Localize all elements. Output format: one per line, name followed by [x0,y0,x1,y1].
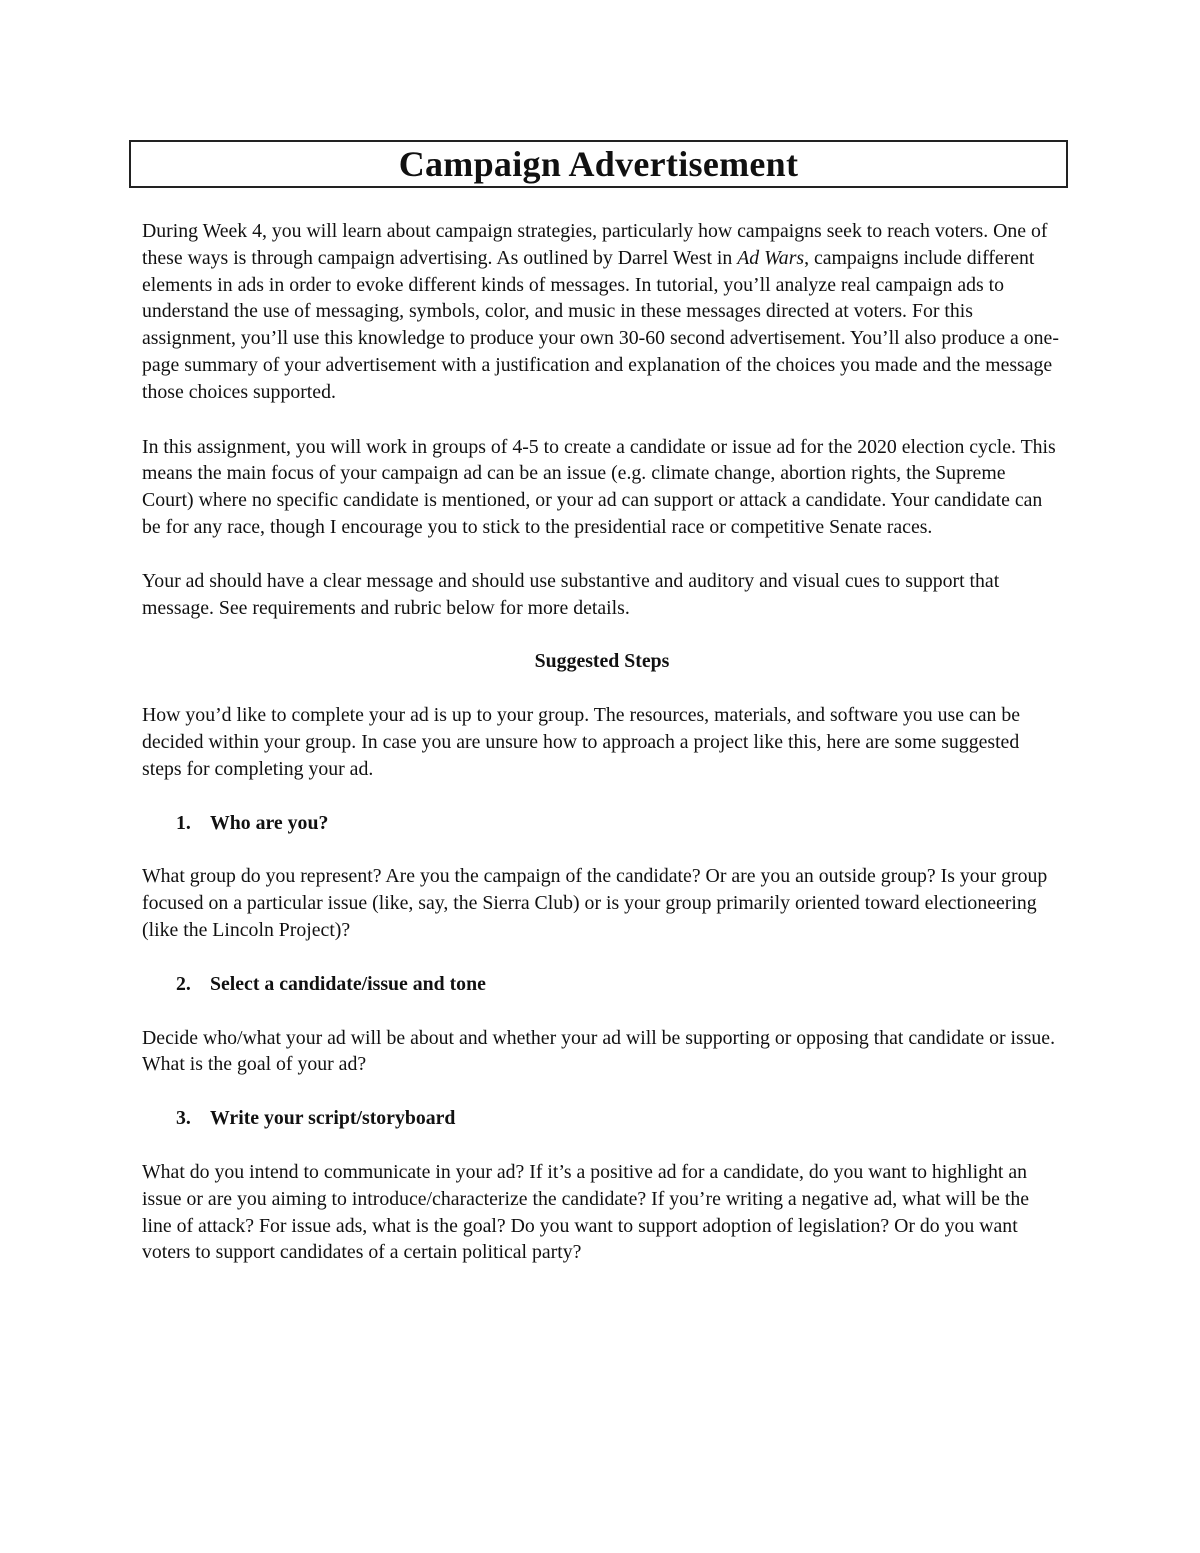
step-body: Decide who/what your ad will be about and whether your ad will be supporting or opposing that candidate or issue. What is the goal of your ad? [142,1026,1056,1076]
title-box [129,140,1068,188]
document-body [142,218,1062,1293]
step-body: What group do you represent? Are you the campaign of the candidate? Or are you an outside group? Is your group focused on a particular issue (like, say, the Sierra Club) or is your group primarily oriented toward electioneering (like the Lincoln Project)? [142,865,1048,941]
intro-paragraph [142,218,1062,406]
step-heading [142,1105,1062,1132]
book-title: Ad Wars [737,246,805,269]
assignment-paragraph: In this assignment, you will work in groups of 4-5 to create a candidate or issue ad for the 2020 election cycle. This means the main focus of your campaign ad can be an issue (e.g. climate change, abortion rights, the Supreme Court) where no specific candidate is mentioned, or your ad can support or attack a candidate. Your candidate can be for any race, though I encourage you to stick to the presidential race or competitive Senate races. [142,435,1056,538]
step-number: 3. [176,1107,191,1130]
intro-text-start: During Week 4, you will learn about campaign strategies, particularly how campaigns seek to reach voters. One of these ways is through campaign advertising. As outlined by Darrel West in [142,220,1048,269]
step-title: Who are you? [210,811,329,834]
step-body: What do you intend to communicate in your ad? If it’s a positive ad for a candidate, do you want to highlight an issue or are you aiming to introduce/characterize the candidate? If you’re writing a negative ad, what will be the line of attack? For issue ads, what is the goal? Do you want to support adoption of legislation? Or do you want voters to support candidates of a certain political party? [142,1160,1030,1264]
step-heading [142,971,1062,998]
suggested-steps-heading: Suggested Steps [534,650,670,673]
step-title: Write your script/storyboard [210,1107,456,1130]
message-paragraph: Your ad should have a clear message and should use substantive and auditory and visual cues to support that message. See requirements and rubric below for more details. [142,569,1000,619]
step-number: 1. [176,811,191,834]
step-number: 2. [176,972,191,995]
intro-text-end: , campaigns include different elements in ads in order to evoke different kinds of messages. In tutorial, you’ll analyze real campaign ads to understand the use of messaging, symbols, color, and music in these messages directed at voters. For this assignment, you’ll use this knowledge to produce your own 30-60 second advertisement. You’ll also produce a one-page summary of your advertisement with a justification and explanation of the choices you made and the message those choices supported. [142,246,1059,403]
step-title: Select a candidate/issue and tone [210,972,486,995]
step-heading [142,810,1062,837]
suggested-steps-intro: How you’d like to complete your ad is up to your group. The resources, materials, and software you use can be decided within your group. In case you are unsure how to approach a project like this, here are some suggested steps for completing your ad. [142,704,1021,780]
page-title: Campaign Advertisement [398,144,799,184]
